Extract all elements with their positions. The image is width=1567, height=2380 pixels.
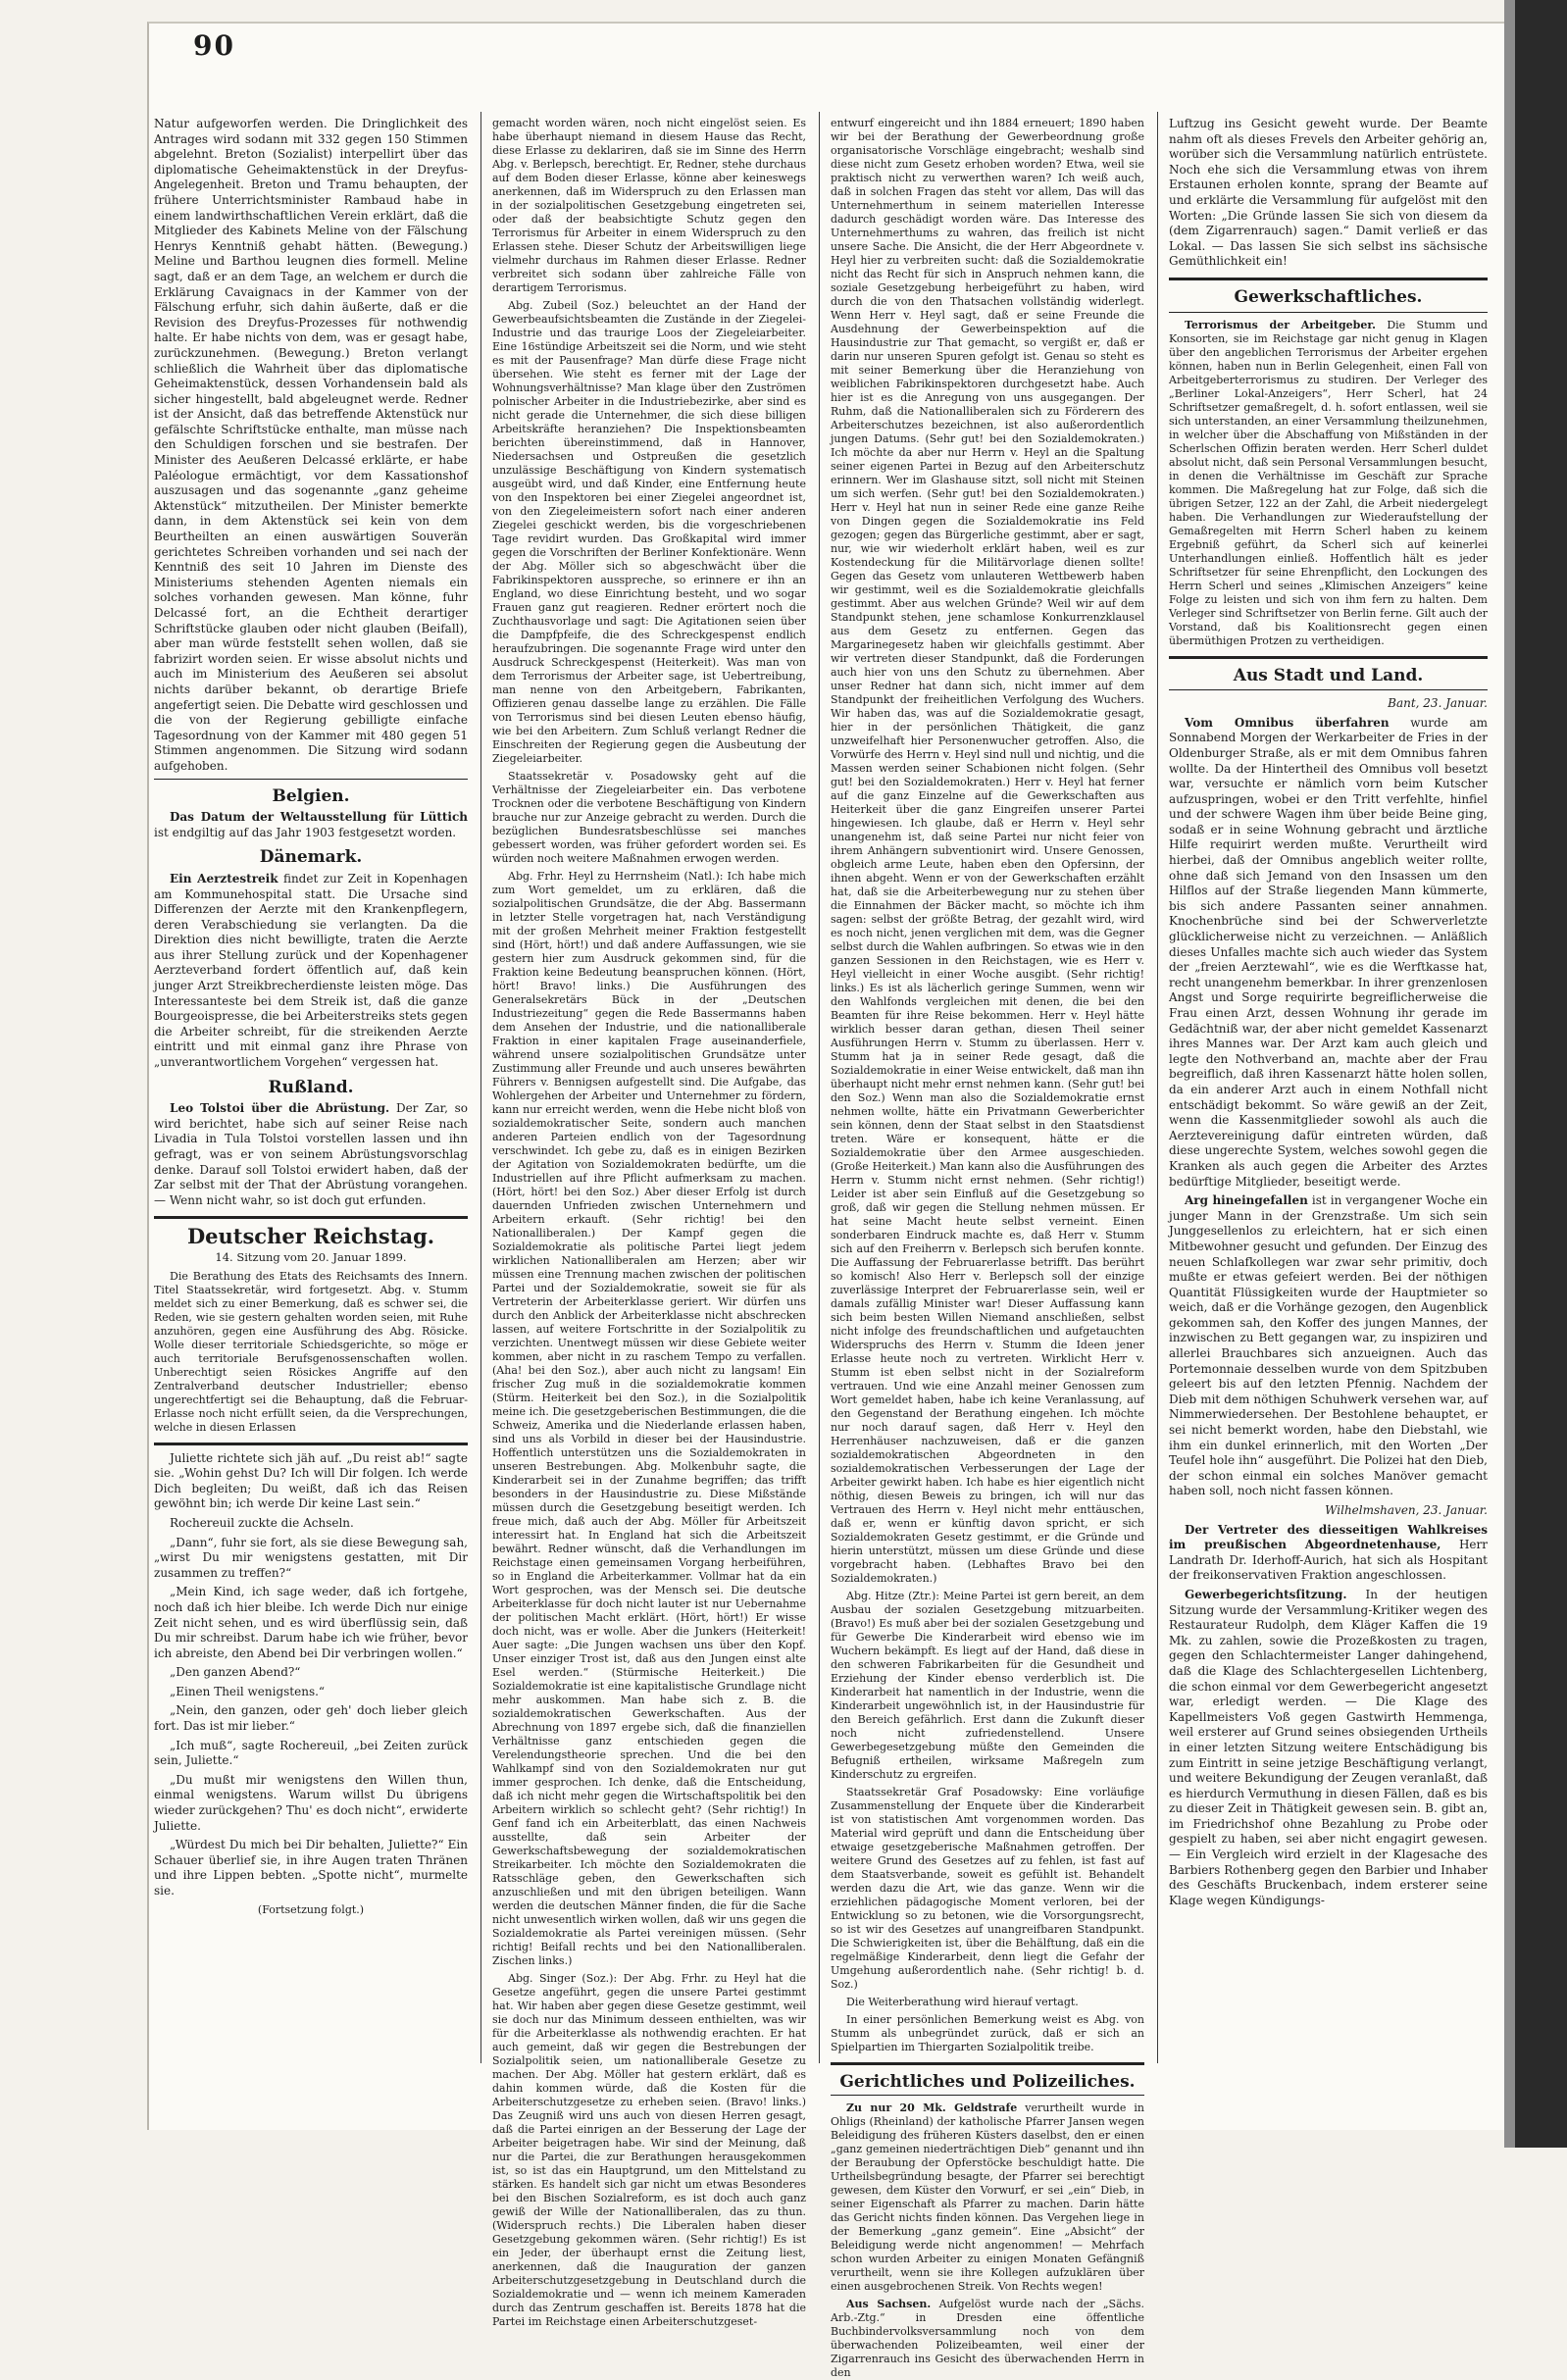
run-in-heading: Leo Tolstoi über die Abrüstung. (170, 1101, 390, 1116)
dateline: Bant, 23. Januar. (1388, 696, 1488, 711)
story-paragraph: „Nein, den ganzen, oder geh' doch lieber gleich fort. Das ist mir lieber.“ (154, 1703, 468, 1734)
feuilleton-divider (154, 1443, 468, 1445)
column-rule (1157, 112, 1158, 2063)
section-heading-stadt-und-land: Aus Stadt und Land. (1233, 665, 1424, 685)
section-heading-russland: Rußland. (268, 1077, 354, 1097)
section-heading-belgien: Belgien. (272, 785, 350, 806)
column-3 (831, 117, 1145, 2379)
story-paragraph: Juliette richtete sich jäh auf. „Du reist ab!“ sagte sie. „Wohin gehst Du? Ich will Dir folgen. Ich werde Dich begleiten; Du weißt, daß ich das Reisen gewöhnt bin; ich werde Dir keine Last sein.“ (154, 1450, 468, 1511)
run-in-heading: Das Datum der Weltausstellung für Lüttich (170, 810, 468, 825)
dateline: Wilhelmshaven, 23. Januar. (1325, 1503, 1488, 1517)
story-paragraph: „Ich muß“, sagte Rochereuil, „bei Zeiten zurück sein, Juliette.“ (154, 1738, 468, 1768)
run-in-heading: Gewerbegerichtsſitzung. (1185, 1587, 1347, 1601)
article-paragraph: Aus Sachsen. Aufgelöst wurde nach der „Sächs. Arb.-Ztg.“ in Dresden eine öffentliche Buchbindervolksversammlung noch von dem überwachenden Polizeibeamten, weil einer der Zigarrenrauch ins Gesicht des überwachenden Herrn in den (831, 2298, 1145, 2379)
scan-dark-margin (1515, 0, 1567, 2148)
column-rule (819, 112, 820, 2063)
section-divider (1169, 312, 1488, 313)
column-rule (480, 112, 481, 2063)
run-in-heading: Vom Omnibus überfahren (1185, 715, 1390, 730)
column-4 (1169, 117, 1488, 2063)
article-paragraph: Terrorismus der Arbeitgeber. Die Stumm und Konsorten, sie im Reichstage gar nicht genug in Klagen über den angeblichen Terrorismus der Arbeiter ergehen können, haben nun in Berlin Gelegenheit, einen Fall von Arbeitgeberterrorismus zu studiren. Der Verleger des „Berliner Lokal-Anzeigers“, Herr Scherl, hat 24 Schriftsetzer gemaßregelt, d. h. sofort entlassen, weil sie sich unterstanden, an einer Versammlung theilzunehmen, in welcher über die Abschaffung von Mißständen in der Scherlschen Offizin beraten werden. Herr Scherl duldet absolut nicht, daß sein Personal Versammlungen besucht, in denen die Verhältnisse im Geschäft zur Sprache kommen. Die Maßregelung hat zur Folge, daß sich die übrigen Setzer, 122 an der Zahl, die Arbeit niedergelegt haben. Die Verhandlungen zur Wiederaufstellung der Gemaßregelten mit Herrn Scherl haben zu keinem Ergebniß geführt, da Scherl sich auf keinerlei Unterhandlungen einließ. Hoffentlich hält es jeder Schriftsetzer für seine Ehrenpflicht, den Lockungen des Herrn Scherl und seines „Klimischen Anzeigers“ keine Folge zu leisten und sich von ihm fern zu halten. Dem Verleger sind Schriftsetzer von Berlin ferne. Gilt auch der Vorstand, daß bis Koalitionsrecht gegen einen übermüthigen Protzen zu vertheidigen. (1169, 318, 1489, 647)
article-paragraph: Gewerbegerichtsſitzung. In der heutigen Sitzung wurde der Versammlung-Kritiker wegen des Restaurateur Rudolph, dem Kläger Kaffen die 19 Mk. zu zahlen, sowie die Prozeßkosten zu tragen, gegen den Schlachtermeister Langer dahingehend, daß die Klage des Schlachtergesellen Lichtenberg, die schon einmal vor dem Gewerbegericht angesetzt war, erledigt werden. — Die Klage des Kapellmeisters Voß gegen Gastwirth Hemmenga, weil ersterer auf Grund seines obsiegenden Urtheils in einer letzten Sitzung weitere Entschädigung bis zum Eintritt in seine jetzige Beschäftigung verlangt, und weitere Bekundigung der Zeugen veranlaßt, daß es hierdurch Vermuthung in diesen Fällen, daß es bis zu dieser Zeit in Thätigkeit gewesen sein. B. gibt an, im Friedrichshof ohne Bezahlung zu Probe oder gespielt zu haben, sei aber nicht engagirt gewesen. — Ein Vergleich wird erzielt in der Klagesache des Barbiers Rothenberg gegen den Barbier und Inhaber des Geschäfts Bruckenbach, indem ersterer seine Klage wegen Kündigungs- (1169, 1587, 1488, 1907)
section-heading-reichstag: Deutscher Reichstag. (186, 1224, 435, 1249)
column-1 (154, 117, 468, 2063)
run-in-heading: Der Vertreter des diesseitigen Wahlkreises im preußischen Abgeordnetenhause, (1169, 1522, 1488, 1552)
section-divider (831, 2062, 1144, 2065)
section-heading-gewerkschaftliches: Gewerkschaftliches. (1234, 286, 1423, 307)
run-in-heading: Arg hineingefallen (1185, 1193, 1308, 1208)
column-2 (492, 117, 806, 2328)
story-paragraph: „Mein Kind, ich sage weder, daß ich fortgehe, noch daß ich hier bleibe. Ich werde Dich nur einige Zeit nicht sehen, und es wird überflüssig sein, daß Du mir schreibst. Darum habe ich wie früher, bevor ich abreiste, den Abend bei Dir verbringen wollen.“ (154, 1585, 468, 1660)
article-paragraph: In einer persönlichen Bemerkung weist es Abg. von Stumm als unbegründet zurück, daß er sich an Spielpartien im Thiergarten Sozialpolitik treibe. (831, 2013, 1144, 2053)
article-paragraph: entwurf eingereicht und ihn 1884 erneuert; 1890 haben wir bei der Berathung der Gewerbeordnung große organisatorische Vorschläge eingebracht; weshalb sind diese nicht zum Gesetz erhoben worden? Etwa, weil sie praktisch nicht zu verwerthen waren? Ich weiß auch, daß in solchen Fragen das steht vor allem, Das will das Unternehmerthum in seinem materiellen Interesse dadurch geschädigt worden wäre. Das Interesse des Unternehmerthums zu wahren, das freilich ist nicht unsere Sache. Die Ansicht, die der Herr Abgeordnete v. Heyl hier zu verbreiten sucht: daß die Sozialdemokratie nicht das Recht für sich in Anspruch nehmen kann, die soziale Gesetzgebung herbeigeführt zu haben, wird durch die von den Thatsachen vollständig widerlegt. Wenn Herr v. Heyl sagt, daß er seine Freunde die Ausdehnung der Gewerbeinspektion auf die Hausindustrie zur That gemacht, so vergißt er, daß er darin nur unseren Spuren gefolgt ist. Genau so steht es mit seiner Bemerkung über die Heranziehung von weiblichen Fabrikinspektoren durchgesetzt habe. Auch hier ist es die Anregung von uns ausgegangen. Der Ruhm, daß die Nationalliberalen sich zu Förderern des Arbeiterschutzes bezeichnen, ist also außerordentlich jungen Datums. (Sehr gut! bei den Sozialdemokraten.) Ich möchte da aber nur Herrn v. Heyl an die Spaltung seiner eigenen Partei in Bezug auf den Arbeiterschutz erinnern. Wer im Glashause sitzt, soll nicht mit Steinen um sich werfen. (Sehr gut! bei den Sozialdemokraten.) Herr v. Heyl hat nun in seiner Rede eine ganze Reihe von Dingen gegen die Sozialdemokratie ins Feld gezogen; gegen das Bürgerliche gestimmt, aber er sagt, nur, wie wir wiederholt erklärt haben, weil es zur Kostendeckung für die Militärvorlage dienen sollte! Gegen das Gesetz vom unlauteren Wettbewerb haben wir gestimmt, weil es die Sozialdemokratie gleichfalls gestimmt. Aber aus welchen Gründe? Weil wir auf dem Standpunkt stehen, jene schamlose Konkurrenzklausel aus dem Gesetz zu entfernen. Gegen das Margarinegesetz haben wir gleichfalls gestimmt. Aber wir vertreten dieser Standpunkt, daß die Forderungen auch hier von uns den Schutz zu übernehmen. Aber unser Redner hat dann sich, nicht immer auf dem Standpunkt der freiheitlichen Verfolgung des Wuchers. Wir haben das, was auf die Sozialdemokratie gesagt, hier in der persönlichen Thätigkeit, die ganz unzweifelhaft hier Personenwucher getroffen. Also, die Vorwürfe des Herrn v. Heyl sind null und nichtig, und die Massen werden seiner Schabionen nicht folgen. (Sehr gut! bei den Sozialdemokraten.) Herr v. Heyl hat ferner auf die ganz Einzelne auf die Gewerkschaften aus Heiterkeit über die ganz Eingreifen unserer Partei hingewiesen. Ich glaube, daß er Herrn v. Heyl sehr unangenehm ist, daß seine Partei nur nicht feier von ihrem Anhängern subventionirt wird. Unsere Genossen, obgleich arme Leute, haben eben den Opfersinn, der ihnen abgeht. Wenn er von der Gewerkschaften erzählt hat, daß sie die Arbeiterbewegung nur zu stehen über die Einnahmen der Bäcker macht, so möchte ich ihm sagen: selbst der größte Betrag, der gezahlt wird, wird es noch nicht, jenen verglichen mit dem, was die Gegner selbst durch die Wahlen aufbringen. So etwas wie in den ganzen Sessionen in den Reichstagen, wie es Herr v. Heyl vielleicht in einer Woche ausgibt. (Sehr richtig! links.) Es ist als lächerlich geringe Summen, wenn wir den Wahlfonds vergleichen mit denen, die bei den Beamten für ihre Reise bekommen. Herr v. Heyl hätte wirklich besser daran gethan, diesen Theil seiner Ausführungen Herrn v. Stumm zu überlassen. Herr v. Stumm hat ja in seiner Rede gesagt, daß die Sozialdemokratie in einer Weise entwickelt, daß man ihn überhaupt nicht mehr ernst nehmen kann. (Sehr gut! bei den Soz.) Wenn man also die Sozialdemokratie ernst nehmen wollte, hätte ein Privatmann Gewerberichter sein können, denn der Staat selbst in den Staatsdienst treten. Wäre er konsequent, hätte er die Sozialdemokratie über den Armee ausgeschieden. (Große Heiterkeit.) Man kann also die Ausführungen des Herrn v. Stumm nicht ernst nehmen. (Sehr richtig!) Leider ist aber sein Einfluß auf die Gesetzgebung so groß, daß wir gegen die Stellung nehmen müssen. Er hat seine Macht heute selbst verneint. Einen sonderbaren Eindruck machte es, daß Herr v. Stumm sich auf den Freiherrn v. Berlepsch sich berufen konnte. Die Auffassung der Februarerlasse betrifft. Das berührt so komisch! Also Herr v. Berlepsch soll der einzige zuverlässige Interpret der Februarerlasse sein, weil er damals zufällig Minister war! Dieser Auffassung kann sich beim besten Willen Niemand anschließen, selbst nicht infolge des freundschaftlichen und aufgetauchten Widerspruchs des Herrn v. Stumm die Ideen jener Erlasse heute noch zu vertreten. Wirklicht Herr v. Stumm ist eben selbst nicht in der Sozialreform vertrauen. Und wie eine Anzahl meiner Genossen zum Wort gemeldet haben, habe ich keine Veranlassung, auf den Gegenstand der Berathung eingehen. Ich möchte nur noch darauf sagen, daß Herr v. Heyl den Herrenhäuser nachzuweisen, daß er die ganzen sozialdemokratischen Abgeordneten in den sozialdemokratischen Verbesserungen der Lage der Arbeiter gewirkt haben. Ich habe es hier eigentlich nicht nöthig, diesen Beweis zu bringen, ich will nur das Vertrauen des Herrn v. Heyl nicht mehr enttäuschen, daß er, wenn er künftig davon spricht, er sich Sozialdemokraten Gesetz gestimmt, er die Gründe und hierin unterstützt, müssen um diese Gründe und diese vorgebracht haben. (Lebhaftes Bravo bei den Sozialdemokraten.) (831, 117, 1144, 1585)
section-divider (154, 779, 468, 780)
article-paragraph: gemacht worden wären, noch nicht eingelöst seien. Es habe überhaupt niemand in diesem Hause das Recht, diese Erlasse zu deklariren, daß sie im Sinne des Herrn Abg. v. Berlepsch, berechtigt. Er, Redner, stehe durchaus auf dem Boden dieser Erlasse, könne aber keineswegs anerkennen, daß im Widerspruch zu den Erlassen man in der sozialpolitischen Gesetzgebung eingetreten sei, oder daß der beabsichtigte Schutz gegen den Terrorismus für Arbeiter in einem Widerspruch zu den Erlassen stehe. Dieser Schutz der Arbeitswilligen liege vielmehr durchaus im Rahmen dieser Erlasse. Redner verbreitet sich sodann über zahlreiche Fälle von derartigem Terrorismus. (492, 117, 806, 294)
section-divider (831, 2095, 1144, 2096)
section-divider (1169, 689, 1488, 690)
article-paragraph: Die Weiterberathung wird hierauf vertagt. (846, 1996, 1079, 2008)
article-paragraph: Vom Omnibus überfahren wurde am Sonnabend Morgen der Werkarbeiter de Fries in der Oldenburger Straße, als er mit dem Omnibus fahren wollte. Da der Hintertheil des Omnibus voll besetzt war, versuchte er nämlich vorn beim Kutscher aufzuspringen, wobei er den Tritt verfehlte, hinfiel und der schwere Wagen ihm über beide Beine ging, sodaß er in seine Wohnung gebracht und ärztliche Hilfe requirirt werden mußte. Verurtheilt wird hierbei, daß der Omnibus angeblich weiter rollte, ohne daß sich Jemand von den Insassen um den Hilflos auf der Straße liegenden Mann kümmerte, bis sich andere Passanten seiner annahmen. Knochenbrüche sind bei der Schwerverletzte glücklicherweise nicht zu verzeichnen. — Anläßlich dieses Unfalles machte sich auch wieder das System der „freien Aerztewahl“, wie es die Werftkasse hat, recht unangenehm bemerkbar. In ihrer grenzenlosen Angst und Sorge requirirte begreiflicherweise die Frau einen Arzt, dessen Wohnung ihr gerade im Gedächtniß war, der aber nicht gemeldet Kassenarzt ihres Mannes war. Der Arzt kam auch gleich und legte den Nothverband an, machte aber der Frau begreiflich, daß ihren Kassenarzt hätte holen sollen, da ein anderer Arzt auch in einem Nothfall nicht entschädigt bekommt. So wäre gewiß an der Zeit, wenn die Kassenmitglieder sowohl als auch die Aerztevereinigung dafür eintreten würden, daß diese ungerechte System, welches sowohl gegen die Kranken als auch gegen die Arbeiter des Arztes bedürftige Mitglieder, beseitigt werde. (1169, 715, 1488, 1189)
newspaper-page (147, 22, 1504, 2379)
story-paragraph: „Dann“, fuhr sie fort, als sie diese Bewegung sah, „wirst Du mir wenigstens gestatten, mit Dir zusammen zu treffen?“ (154, 1535, 468, 1580)
article-paragraph: Ein Aerztestreik findet zur Zeit in Kopenhagen am Kommunehospital statt. Die Ursache sind Differenzen der Aerzte mit den Krankenpflegern, deren Verabschiedung sie verlangten. Da die Direktion dies nicht bewilligte, traten die Aerzte aus ihrer Stellung zurück und der Kopenhagener Aerzteverband fordert öffentlich auf, daß kein junger Arzt Streikbrecherdienste leisten möge. Das Interessanteste bei dem Streik ist, daß die ganze Bourgeoispresse, die bei Arbeiterstreiks stets gegen die Arbeiter schreibt, für die streikenden Aerzte eintritt und mit einmal ganz ihre Phrase von „unverantwortlichem Vorgehen“ vergessen hat. (154, 871, 468, 1070)
section-heading-daenemark: Dänemark. (259, 847, 363, 868)
section-divider (154, 1216, 468, 1219)
story-paragraph: „Den ganzen Abend?“ (170, 1665, 301, 1680)
article-paragraph: Abg. Zubeil (Soz.) beleuchtet an der Hand der Gewerbeaufsichtsbeamten die Zustände in der Ziegelei-Industrie und das traurige Loos der Ziegeleiarbeiter. Eine 16stündige Arbeitszeit sei die Norm, und wie steht es mit der Pausenfrage? Man dürfe diese Frage nicht übersehen. Wie steht es ferner mit der Lage der Wohnungsverhältnisse? Man klage über den Zuströmen polnischer Arbeiter in die Industriebezirke, aber sind es nicht gerade die Unternehmer, die sich diese billigen Arbeitskräfte heranziehen? Die Inspektionsbeamten berichten übereinstimmend, daß in Hannover, Niedersachsen und Ostpreußen die gesetzlich unzulässige Beschäftigung von Kindern systematisch ausgeübt wird, und daß Kinder, eine Entfernung heute von den Inspektoren bei einer Ziegelei angeordnet ist, von den Ziegeleimeistern sofort nach einer anderen Ziegelei geschickt werden, bis die vorgeschriebenen Tage revidirt wurden. Das Großkapital wird immer gegen die Vorschriften der Berliner Konfektionäre. Wenn der Abg. Möller sich so abgeschwächt über die Fabrikinspektoren ausspreche, so erinnere er ihn an England, wo diese Einrichtung besteht, und wo sogar Frauen ganz gut reagieren. Redner erörtert noch die Zuchthausvorlage und sagt: Die Agitationen seien über die Dampfpfeife, die des Schreckgespenst endlich heraufzubringen. Die sogenannte Frage wird unter den Ausdruck Schreckgespenst (Heiterkeit). Was man von dem Terrorismus der Arbeiter sage, ist Uebertreibung, man nenne von den Arbeitgebern, Fabrikanten, Offizieren genau dasselbe lange zu erzählen. Die Fälle von Terrorismus sind bei diesen Leuten ebenso häufig, wie bei den Arbeitern. Zum Schluß verlangt Redner die Einschreiten der Regierung gegen die Ausbeutung der Ziegeleiarbeiter. (492, 299, 806, 765)
story-paragraph: „Einen Theil wenigstens.“ (170, 1684, 326, 1698)
section-divider (1169, 278, 1488, 280)
section-heading-gericht: Gerichtliches und Polizeiliches. (839, 2072, 1136, 2092)
article-paragraph: Das Datum der Weltausstellung für Lüttich ist endgiltig auf das Jahr 1903 festgesetzt worden. (154, 810, 468, 839)
article-paragraph: Abg. Frhr. Heyl zu Herrnsheim (Natl.): Ich habe mich zum Wort gemeldet, um zu erklären, daß die sozialpolitischen Grundsätze, die der Abg. Bassermann in letzter Stelle vorgetragen hat, nach Verständigung mit der großen Mehrheit meiner Fraktion festgestellt sind (Hört, hört!) und daß andere Auffassungen, wie sie gestern hier zum Ausdruck gekommen sind, für die Fraktion keine Bedeutung beanspruchen können. (Hört, hört! Bravo! links.) Die Ausführungen des Generalsekretärs Bück in der „Deutschen Industriezeitung“ gegen die Rede Bassermanns haben dem Ansehen der Industrie, und die nationalliberale Fraktion in einer kapitalen Frage auseinanderfiele, während unsere sozialpolitischen Grundsätze unter Zustimmung aller Freunde und auch unseres bewährten Führers v. Bennigsen aufgestellt sind. Die Aufgabe, das Wohlergehen der Arbeiter und Unternehmer zu fördern, kann nur erreicht werden, wenn die Hebe nicht bloß von sozialdemokratischer Seite, sondern auch manchen anderen Parteien endlich von der Tagesordnung verschwindet. Ich gebe zu, daß es in einigen Bezirken der Agitation von Sozialdemokraten bedürfte, um die Industriellen auf ihre Pflicht aufmerksam zu machen. (Hört, hört! bei den Soz.) Aber dieser Erfolg ist durch dauernden Unfrieden zwischen Unternehmern und Arbeitern erkauft. (Sehr richtig! bei den Nationalliberalen.) Der Kampf gegen die Sozialdemokratie als politische Partei liegt jedem wirklichen Nationalliberalen am Herzen; aber wir müssen eine Trennung machen zwischen der politischen Partei und der Sozialdemokratie, soweit sie für als Vertreterin der Arbeiterklasse geriert. Wir dürfen uns durch den Anblick der Arbeiterklasse nicht abschrecken lassen, auf weitere Fortschritte in der Sozialpolitik zu verzichten. Unentwegt müssen wir diese Gebiete weiter kommen, aber nicht in zu raschem Tempo zu verfallen. (Aha! bei den Soz.), aber auch nicht zu langsam! Ein frischer Zug muß in die sozialdemokratie kommen (Stürm. Heiterkeit bei den Soz.), in die Sozialpolitik meine ich. Die gesetzgeberischen Bestimmungen, die die Schweiz, Amerika und die Niederlande erlassen haben, sind uns als Vorbild in dieser bei der Hausindustrie. Hoffentlich unterstützen uns die Sozialdemokraten in unseren Bestrebungen. Abg. Molkenbuhr sagte, die Kinderarbeit sei in der Zunahme begriffen; das trifft besonders in der Hausindustrie zu. Diese Mißstände müssen durch die Gesetzgebung beseitigt werden. Ich freue mich, daß auch der Abg. Möller für Arbeitszeit interessirt hat. In England hat sich die Arbeitszeit bewährt. Redner wünscht, daß die Verhandlungen im Reichstage einen gemeinsamen Vorgang herbeiführen, so in England die Arbeiterkammer. Vollmar hat da ein Wort gesprochen, was der Mensch sei. Die deutsche Arbeiterklasse für doch nicht lauter ist nur Uebernahme der politischen Macht erklärt. (Hört, hört!) Er wisse doch nicht, was er wolle. Aber die Junkers (Heiterkeit! Auer sagte: „Die Jungen wachsen uns über den Kopf. Unser einziger Trost ist, daß aus den Jungen einst alte Esel werden.“ (Stürmische Heiterkeit.) Die Sozialdemokratie ist eine kapitalistische Grundlage nicht mehr auskommen. Man habe sich z. B. die sozialdemokratischen Gewerkschaften. Aus der Abrechnung von 1897 ergebe sich, daß die finanziellen Verhältnisse ganz entschieden gegen die Verelendungstheorie sprechen. Und die bei den Wahlkampf sind von den Sozialdemokraten nur gut immer gesprochen. Ich denke, daß die Entscheidung, daß ich nicht mehr gegen die Wirtschaftspolitik bei den Arbeitern wirklich so schlecht geht? (Sehr richtig!) In Genf fand ich ein Arbeiterblatt, das einen Nachweis ausstellte, daß sein Arbeiter der Gewerkschaftsbewegung der sozialdemokratischen Streikarbeiter. Ich möchte den Sozialdemokraten die Ratsschläge geben, den Gewerkschaften sich anzuschließen und mit den übrigen beteiligen. Wann werden die deutschen Männer finden, die für die Sache nicht unwesentlich wirken wollen, daß wir uns gegen die Sozialdemokratie als Partei vereinigen müssen. (Sehr richtig! Beifall rechts und bei den Nationalliberalen. Zischen links.) (492, 870, 806, 1967)
article-paragraph: Der Vertreter des diesseitigen Wahlkreises im preußischen Abgeordnetenhause, Herr Landrath Dr. Iderhoff-Aurich, hat sich als Hospitant der freikonservativen Fraktion angeschlossen. (1169, 1522, 1488, 1583)
article-paragraph: Natur aufgeworfen werden. Die Dringlichkeit des Antrages wird sodann mit 332 gegen 150 Stimmen abgelehnt. Breton (Sozialist) interpellirt über das diplomatische Geheimaktenstück in der Dreyfus-Angelegenheit. Breton und Tramu behaupten, der frühere Unterrichtsminister Rambaud habe in einem landwirthschaftlichen Verein erklärt, daß die Mitglieder des Kabinets Meline von der Fälschung Henrys Kenntniß gehabt hätten. (Bewegung.) Meline und Barthou leugnen dies formell. Meline sagt, daß er an dem Tage, an welchem er durch die Erklärung Cavaignacs in der Kammer von der Fälschung erfuhr, sich dahin äußerte, daß er die Revision des Dreyfus-Prozesses für nothwendig halte. Er habe nichts von dem, was er gesagt habe, zurückzunehmen. (Bewegung.) Breton verlangt schließlich die Wahrheit über das diplomatische Geheimaktenstück, dessen Vorhandensein bald als sicher hingestellt, bald abgeleugnet werde. Redner ist der Ansicht, daß das betreffende Aktenstück nur gefälschte Schriftstücke enthalte, man müsse nach den Schuldigen forschen und sie bestrafen. Der Minister des Aeußeren Delcassé erklärte, er habe Paléologue ermächtigt, vor dem Kassationshof auszusagen und das sogenannte „ganz geheime Aktenstück“ mitzutheilen. Der Minister bemerkte dann, in dem Aktenstück sei kein von dem Beurtheilten an einen auswärtigen Souverän gerichtetes Schreiben vorhanden und sei nach der Kenntniß des seit 10 Jahren im Dienste des Ministeriums stehenden Agenten niemals ein solches vorhanden gewesen. Man könne, fuhr Delcassé fort, an die Echtheit derartiger Schriftstücke glauben oder nicht glauben (Beifall), aber man würde feststellt sehen wollen, daß sie fabrizirt worden seien. Er wisse absolut nichts und auch im Ministerium des Aeußeren sei absolut nichts darüber bekannt, ob derartige Briefe angefertigt seien. Die Debatte wird geschlossen und die von der Regierung gebilligte einfache Tagesordnung von der Kammer mit 480 gegen 51 Stimmen angenommen. Die Sitzung wird sodann aufgehoben. (154, 117, 468, 773)
article-paragraph: Staatssekretär v. Posadowsky geht auf die Verhältnisse der Ziegeleiarbeiter ein. Das verbotene Trocknen oder die verbotene Beschäftigung von Kindern brauche nur zur Anzeige gebracht zu werden. Durch die bezüglichen Bundesratsbeschlüsse sei manches gebessert worden, was früher gefordert worden sei. Es würden noch weitere Maßnahmen erwogen werden. (492, 770, 806, 865)
story-paragraph: „Würdest Du mich bei Dir behalten, Juliette?“ Ein Schauer überlief sie, in ihre Augen traten Thränen und ihre Lippen bebten. „Spotte nicht“, murmelte sie. (154, 1838, 468, 1898)
run-in-heading: Terrorismus der Arbeitgeber. (1185, 318, 1376, 331)
story-paragraph: „Du mußt mir wenigstens den Willen thun, einmal wenigstens. Warum willst Du übrigens wieder zurückgehen? Thu' es doch nicht“, erwiderte Juliette. (154, 1772, 468, 1833)
article-paragraph: Arg hineingefallen ist in vergangener Woche ein junger Mann in der Grenzstraße. Um sich sein Junggesellenlos zu erleichtern, hat er sich einen Mitbewohner gesucht und gefunden. Der Einzug des neuen Schlafkollegen war zwar sehr primitiv, doch mußte er etwas gefeiert werden. Bei der nöthigen Quantität Flüssigkeiten wurde der Hauptmieter so weich, daß er die Vorhänge gezogen, den Augenblick gekommen sah, den Koffer des jungen Mannes, der inzwischen zu Bett gegangen war, zu inspiziren und allerlei Brauchbares sich anzueignen. Auch das Portemonnaie desselben wurde von dem Spitzbuben geleert bis auf den letzten Pfennig. Nachdem der Dieb mit dem nöthigen Schuhwerk versehen war, auf Nimmerwiedersehen. Der Bestohlene behauptet, er sei nicht bemerkt worden, habe den Diebstahl, wie ihm ein dunkel erinnerlich, mit den Worten „Der Teufel hole ihn“ ausgeführt. Die Polizei hat den Dieb, der schon einmal ein solches Manöver gemacht haben soll, noch nicht fassen können. (1169, 1193, 1488, 1498)
session-line: 14. Sitzung vom 20. Januar 1899. (215, 1249, 407, 1264)
article-paragraph: Luftzug ins Gesicht geweht wurde. Der Beamte nahm oft als dieses Frevels den Arbeiter gehörig an, worüber sich die Versammlung natürlich entrüstete. Noch ehe sich die Versammlung etwas von ihrem Erstaunen erholen konnte, sprang der Beamte auf und erklärte die Versammlung für aufgelöst mit den Worten: „Die Gründe lassen Sie sich von diesem da (dem Zigarrenrauch) sagen.“ Damit verließ er das Lokal. — Das lassen Sie sich selbst ins sächsische Gemüthlichkeit ein! (1169, 117, 1488, 269)
run-in-heading: Zu nur 20 Mk. Geldstrafe (846, 2101, 1018, 2114)
run-in-heading: Ein Aerztestreik (170, 871, 278, 886)
article-paragraph: Abg. Singer (Soz.): Der Abg. Frhr. zu Heyl hat die Gesetze angeführt, gegen die unsere Partei gestimmt hat. Wir haben aber gegen diese Gesetze gestimmt, weil sie doch nur das Minimum desseen enthielten, was wir für die Arbeiterklasse als nothwendig erachten. Er hat auch gemeint, daß wir gegen die Bestrebungen der Sozialpolitik seien, um nationalliberale Gesetze zu machen. Der Abg. Möller hat gestern erklärt, daß es dahin kommen würde, daß die Kosten für die Arbeiterschutzgesetze zu erheben seien. (Bravo! links.) Das Zeugniß wird uns auch von diesen Herren gesagt, daß die Partei einrigen an der Besserung der Lage der Arbeiter beigetragen habe. Wir sind der Meinung, daß nur die Partei, die zur Berathungen herausgekommen ist, so ist das ein Hauptgrund, um den Mittelstand zu stärken. Es handelt sich gar nicht um etwas Besonderes bei den Bischen Sozialreform, es ist doch auch ganz gewiß der Wille der Nationalliberalen, das zu thun. (Widerspruch rechts.) Die Liberalen haben dieser Gesetzgebung gekommen wären. (Sehr richtig!) Es ist ein Jeder, der überhaupt ernst die Zeitung liest, anerkennen, daß die Inauguration der ganzen Arbeiterschutzgesetzgebung in Deutschland durch die Sozialdemokratie und — wenn ich meinem Kameraden durch das Zentrum geschaffen ist. Bereits 1878 hat die Partei im Reichstage einen Arbeiterschutzgeset- (492, 1972, 806, 2328)
story-paragraph: Rochereuil zuckte die Achseln. (170, 1515, 354, 1530)
article-paragraph: Abg. Hitze (Ztr.): Meine Partei ist gern bereit, an dem Ausbau der sozialen Gesetzgebung mitzuarbeiten. (Bravo!) Es muß aber bei der sozialen Gesetzgebung und für Gewerbe Die Kinderarbeit wird ebenso wie im Wuchern bekämpft. Es liegt auf der Hand, daß diese in den schweren Fabrikarbeiten für die Gesundheit und Erziehung der Kinder ebenso verderblich ist. Die Kinderarbeit hat namentlich in der Industrie, wenn die Kinderarbeit ungewöhnlich ist, in der Hausindustrie für den Bereich gefährlich. Erst dann die Zukunft dieser noch nicht zufriedenstellend. Unsere Gewerbegesetzgebung müßte den Gemeinden die Befugniß ertheilen, wirksame Maßregeln zum Kinderschutz zu ergreifen. (831, 1590, 1144, 1781)
article-paragraph: Zu nur 20 Mk. Geldstrafe verurtheilt wurde in Ohligs (Rheinland) der katholische Pfarrer Jansen wegen Beleidigung des früheren Küsters daselbst, den er einen „ganz gemeinen niederträchtigen Dieb“ genannt und ihn der Beraubung der Opferstöcke beschuldigt hatte. Die Urtheilsbegründung besagte, der Pfarrer sei berechtigt gewesen, dem Küster den Vorwurf, er sei „ein“ Dieb, in seiner Eigenschaft als Pfarrer zu machen. Darin hätte das Gericht nichts finden können. Das Vergehen liege in der Bemerkung „ganz gemein“. Eine „Absicht“ der Beleidigung werde nicht angenommen! — Mehrfach schon wurden Arbeiter zu einigen Monaten Gefängniß verurtheilt, wenn sie ihre Kollegen aufzuklären über einen ausgebrochenen Streik. Von Rechts wegen! (831, 2101, 1145, 2293)
section-divider (1169, 656, 1488, 659)
article-paragraph: Staatssekretär Graf Posadowsky: Eine vorläufige Zusammenstellung der Enquete über die Kinderarbeit ist von statistischen Amt vorgenommen worden. Das Material wird geprüft und dann die Entscheidung über etwaige gesetzgeberische Maßnahmen getroffen. Der weitere Grund des Gesetzes auf zu fehlen, ist fast auf dem Staatsverbande, soweit es gefühlt ist. Behandelt werden dazu die Art, wie das ganze. Wenn wir die erziehlichen pädagogische Moment verloren, bei der Entwicklung so zu betonen, wie die Vorsorgungsrecht, so ist wir des Gesetzes auf unangreifbaren Standpunkt. Die Schwierigkeiten ist, über die Behälftung, daß ein die regelmäßige Kinderarbeit, denn liegt die Gefahr der Umgehung außerordentlich nahe. (Sehr richtig! b. d. Soz.) (831, 1786, 1144, 1991)
page-number: 90 (193, 29, 235, 62)
run-in-heading: Aus Sachsen. (846, 2298, 932, 2310)
story-continuation-note: (Fortsetzung folgt.) (257, 1902, 365, 1916)
article-paragraph: Leo Tolstoi über die Abrüstung. Der Zar, so wird berichtet, habe sich auf seiner Reise nach Livadia in Tula Tolstoi vorstellen lassen und ihn gefragt, was er von seinem Abrüstungsvorschlag denke. Darauf soll Tolstoi erwidert haben, daß der Zar selbst mit der That der Abrüstung vorangehen. — Wenn nicht wahr, so ist doch gut erfunden. (154, 1101, 469, 1207)
article-paragraph: Die Berathung des Etats des Reichsamts des Innern. Titel Staatssekretär, wird fortgesetzt. Abg. v. Stumm meldet sich zu einer Bemerkung, daß es schwer sei, die Reden, wie sie gestern gehalten worden seien, mit Ruhe anzuhören, gegen eine Ausführung des Abg. Rösicke. Wolle dieser territoriale Schiedsgerichte, so möge er auch territoriale Berufsgenossenschaften wollen. Unberechtigt seien Rösickes Angriffe auf den Zentralverband deutscher Industrieller; ebenso ungerechtfertigt sei die Behauptung, daß die Februar-Erlasse noch nicht erfüllt seien, da die Versprechungen, welche in diesen Erlassen (154, 1269, 468, 1434)
